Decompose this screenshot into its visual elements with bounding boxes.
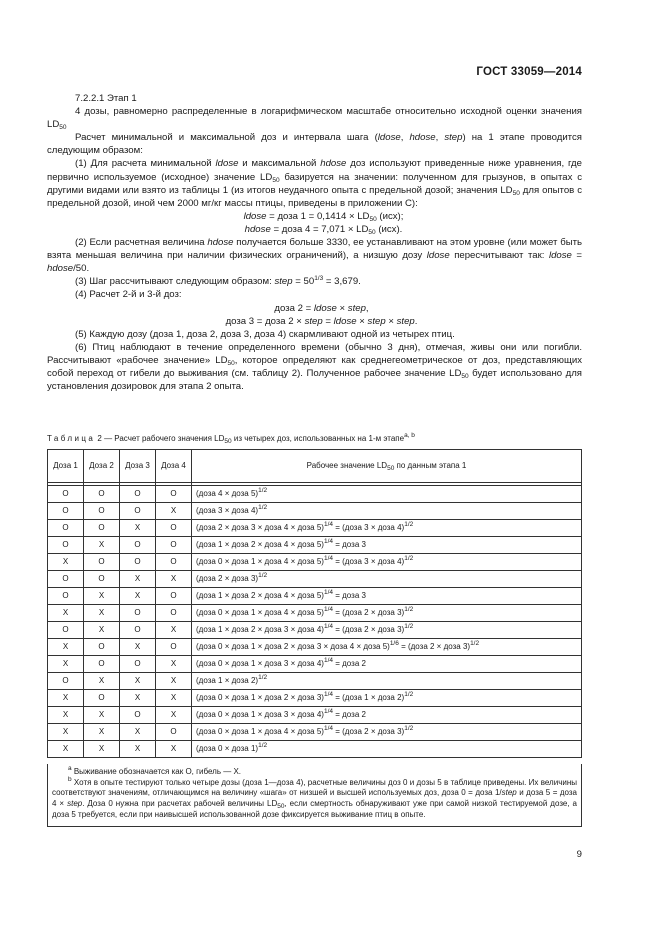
dose-1-outcome: X — [48, 724, 84, 741]
paragraph-1: 4 дозы, равномерно распределенные в логарифмическом масштабе относительно исходной оценки значения $LD_{50}$ — [47, 106, 582, 132]
dose-4-outcome: O — [156, 605, 192, 622]
table-caption: Таблица 2 — Расчет рабочего значения $LD_{50}$ из четырех доз, использованных на 1-м этапе$^{a, b}$ — [47, 432, 415, 445]
working-value-formula: (доза 0 × доза 1 × доза 4 × доза 5)$^{1/4}$ = (доза 2 × доза 3)$^{1/2}$ — [192, 724, 582, 741]
header-dose-4: Доза 4 — [156, 450, 192, 483]
paragraph-4: (2) Если расчетная величина hdose получается больше 3330, ее устанавливают на этом уровне (или может быть взята меньшая величина при наличии физических ограничений), а низшую дозу ldose пересчитывают так: ldose = hdose/50. — [47, 237, 582, 275]
table-row — [48, 520, 582, 537]
dose-2-outcome: O — [84, 639, 120, 656]
table-row — [48, 690, 582, 707]
dose-3-outcome: O — [120, 503, 156, 520]
table-row — [48, 588, 582, 605]
dose-2-outcome: O — [84, 503, 120, 520]
dose-3-outcome: O — [120, 656, 156, 673]
dose-3-outcome: X — [120, 724, 156, 741]
dose-1-outcome: X — [48, 741, 84, 758]
dose-4-outcome: O — [156, 554, 192, 571]
body-text — [47, 92, 582, 393]
dose-4-outcome: O — [156, 724, 192, 741]
dose-2-outcome: X — [84, 537, 120, 554]
dose-1-outcome: X — [48, 690, 84, 707]
dose-2-outcome: X — [84, 724, 120, 741]
dose-1-outcome: O — [48, 503, 84, 520]
dose-2-outcome: X — [84, 622, 120, 639]
dose-4-outcome: O — [156, 588, 192, 605]
paragraph-8: (6) Птиц наблюдают в течение определенного времени (обычно 3 дня), отмечая, живы они или погибли. Рассчитывают «рабочее значение» $LD_{50}$, которое определяют как среднегеометрическое от доз, представляющих собой переход от гибели до выживания (см. таблицу 2). Полученное рабочее значение $LD_{50}$ будет использовано для установления дозировок для этапа 2 опыта. — [47, 341, 582, 393]
table-row — [48, 503, 582, 520]
working-value-formula: (доза 0 × доза 1 × доза 2 × доза 3 × доза 4 × доза 5)$^{1/6}$ = (доза 2 × доза 3)$^{1/2}$ — [192, 639, 582, 656]
dose-2-outcome: O — [84, 571, 120, 588]
working-value-formula: (доза 3 × доза 4)$^{1/2}$ — [192, 503, 582, 520]
dose-1-outcome: X — [48, 639, 84, 656]
working-value-formula: (доза 1 × доза 2)$^{1/2}$ — [192, 673, 582, 690]
dose-3-outcome: O — [120, 707, 156, 724]
dose-3-outcome: O — [120, 622, 156, 639]
page-number: 9 — [576, 849, 582, 860]
dose-2-outcome: X — [84, 588, 120, 605]
dose-4-outcome: X — [156, 673, 192, 690]
dose-2-outcome: X — [84, 707, 120, 724]
table-header-row — [48, 450, 582, 483]
dose-2-outcome: X — [84, 605, 120, 622]
paragraph-6: (4) Расчет 2-й и 3-й доз: — [75, 289, 182, 301]
dose-2-outcome: O — [84, 520, 120, 537]
header-dose-2: Доза 2 — [84, 450, 120, 483]
dose-2-outcome: O — [84, 656, 120, 673]
working-value-formula: (доза 0 × доза 1 × доза 3 × доза 4)$^{1/4}$ = доза 2 — [192, 656, 582, 673]
dose-1-outcome: O — [48, 571, 84, 588]
equation-dose2: доза 2 = ldose × step, — [274, 302, 369, 314]
dose-3-outcome: X — [120, 690, 156, 707]
dose-3-outcome: O — [120, 605, 156, 622]
table-row — [48, 639, 582, 656]
dose-1-outcome: O — [48, 622, 84, 639]
dose-3-outcome: O — [120, 537, 156, 554]
working-value-formula: (доза 4 × доза 5)$^{1/2}$ — [192, 486, 582, 503]
dose-1-outcome: X — [48, 605, 84, 622]
dose-2-outcome: O — [84, 690, 120, 707]
note-a: $^a$ Выживание обозначается как О, гибель — X. — [68, 765, 242, 776]
dose-1-outcome: O — [48, 486, 84, 503]
dose-4-outcome: X — [156, 741, 192, 758]
dose-1-outcome: X — [48, 554, 84, 571]
working-value-formula: (доза 0 × доза 1 × доза 4 × доза 5)$^{1/4}$ = (доза 2 × доза 3)$^{1/2}$ — [192, 605, 582, 622]
table-row — [48, 622, 582, 639]
working-value-formula: (доза 0 × доза 1 × доза 2 × доза 3)$^{1/4}$ = (доза 1 × доза 2)$^{1/2}$ — [192, 690, 582, 707]
equation-hdose: hdose = доза $4 = 7,071 \times LD_{50}$ (исх). — [244, 223, 403, 236]
working-value-formula: (доза 0 × доза 1 × доза 3 × доза 4)$^{1/4}$ = доза 2 — [192, 707, 582, 724]
dose-1-outcome: X — [48, 656, 84, 673]
table-row — [48, 707, 582, 724]
dose-3-outcome: X — [120, 588, 156, 605]
table-row — [48, 537, 582, 554]
working-value-formula: (доза 2 × доза 3)$^{1/2}$ — [192, 571, 582, 588]
working-value-formula: (доза 0 × доза 1 × доза 4 × доза 5)$^{1/4}$ = (доза 3 × доза 4)$^{1/2}$ — [192, 554, 582, 571]
header-dose-3: Доза 3 — [120, 450, 156, 483]
table-row — [48, 554, 582, 571]
working-value-formula: (доза 1 × доза 2 × доза 4 × доза 5)$^{1/4}$ = доза 3 — [192, 537, 582, 554]
dose-4-outcome: X — [156, 571, 192, 588]
working-value-formula: (доза 1 × доза 2 × доза 3 × доза 4)$^{1/4}$ = (доза 2 × доза 3)$^{1/2}$ — [192, 622, 582, 639]
table-row — [48, 571, 582, 588]
paragraph-5: (3) Шаг рассчитывают следующим образом: step = $50^{1/3} = 3,679$. — [75, 275, 361, 288]
table-row — [48, 656, 582, 673]
dose-1-outcome: O — [48, 673, 84, 690]
dose-4-outcome: O — [156, 537, 192, 554]
dose-4-outcome: X — [156, 707, 192, 724]
dose-2-outcome: X — [84, 673, 120, 690]
dose-3-outcome: O — [120, 554, 156, 571]
dose-3-outcome: X — [120, 639, 156, 656]
dose-4-outcome: X — [156, 503, 192, 520]
dose-3-outcome: X — [120, 571, 156, 588]
dose-3-outcome: X — [120, 741, 156, 758]
document-id: ГОСТ 33059—2014 — [476, 66, 582, 78]
paragraph-3: (1) Для расчета минимальной ldose и максимальной hdose доз используют приведенные ниже уравнения, где первично используемое (исходное) значение $LD_{50}$ базируется на значении: полученном для грызунов, в опытах с другими видами или взято из таблицы 1 (из итогов неудачного опыта с предельной дозой; значения $LD_{50}$ для опытов с предельной дозой, иной чем 2000 мг/кг массы птицы, приведены в приложении С): — [47, 158, 583, 209]
header-result: Рабочее значение $LD_{50}$ по данным этапа 1 — [192, 450, 582, 483]
dose-2-outcome: O — [84, 554, 120, 571]
equation-ldose: ldose = доза $1 = 0,1414 \times LD_{50}$ (исх); — [243, 210, 404, 223]
table-row — [48, 605, 582, 622]
header-dose-1: Доза 1 — [48, 450, 84, 483]
section-title: 7.2.2.1 Этап 1 — [75, 93, 137, 104]
paragraph-7: (5) Каждую дозу (доза 1, доза 2, доза 3, доза 4) скармливают одной из четырех птиц. — [75, 328, 455, 340]
dose-3-outcome: X — [120, 673, 156, 690]
dose-4-outcome: O — [156, 639, 192, 656]
dose-1-outcome: X — [48, 707, 84, 724]
working-value-formula: (доза 2 × доза 3 × доза 4 × доза 5)$^{1/4}$ = (доза 3 × доза 4)$^{1/2}$ — [192, 520, 582, 537]
table-body — [48, 483, 582, 758]
dose-4-outcome: O — [156, 520, 192, 537]
dose-1-outcome: O — [48, 520, 84, 537]
dose-4-outcome: X — [156, 622, 192, 639]
table-row — [48, 724, 582, 741]
working-value-formula: (доза 0 × доза 1)$^{1/2}$ — [192, 741, 582, 758]
note-b: $^b$ Хотя в опыте тестируют только четыре дозы (доза 1—доза 4), расчетные величины доз 0 и дозы 5 в таблице приведены. Их величины соответствуют значениям, отличающимся на величину «шага» от низшей и высшей используемых доз, доза 0 = доза 1/step и доза 5 = доза 4 × step. Доза 0 нужна при расчетах рабочей величины $LD_{50}$, если смертность обнаруживают уже при самой низкой тестируемой дозе, а доза 5 требуется, если при наивысшей использованной дозе фиксируется выживание птиц в опыте. — [52, 775, 577, 819]
table-row — [48, 673, 582, 690]
dose-1-outcome: O — [48, 588, 84, 605]
dose-2-outcome: X — [84, 741, 120, 758]
dose-4-outcome: O — [156, 486, 192, 503]
dose-4-outcome: X — [156, 656, 192, 673]
dose-2-outcome: O — [84, 486, 120, 503]
paragraph-2: Расчет минимальной и максимальной доз и интервала шага (ldose, hdose, step) на 1 этапе проводится следующим образом: — [47, 132, 582, 157]
dose-table — [47, 449, 582, 758]
table-row — [48, 486, 582, 503]
working-value-formula: (доза 1 × доза 2 × доза 4 × доза 5)$^{1/4}$ = доза 3 — [192, 588, 582, 605]
dose-3-outcome: O — [120, 486, 156, 503]
table-notes — [47, 764, 582, 827]
dose-4-outcome: X — [156, 690, 192, 707]
dose-1-outcome: O — [48, 537, 84, 554]
dose-3-outcome: X — [120, 520, 156, 537]
equation-dose3: доза 3 = доза 2 × step = ldose × step × step. — [225, 315, 418, 327]
table-row — [48, 741, 582, 758]
